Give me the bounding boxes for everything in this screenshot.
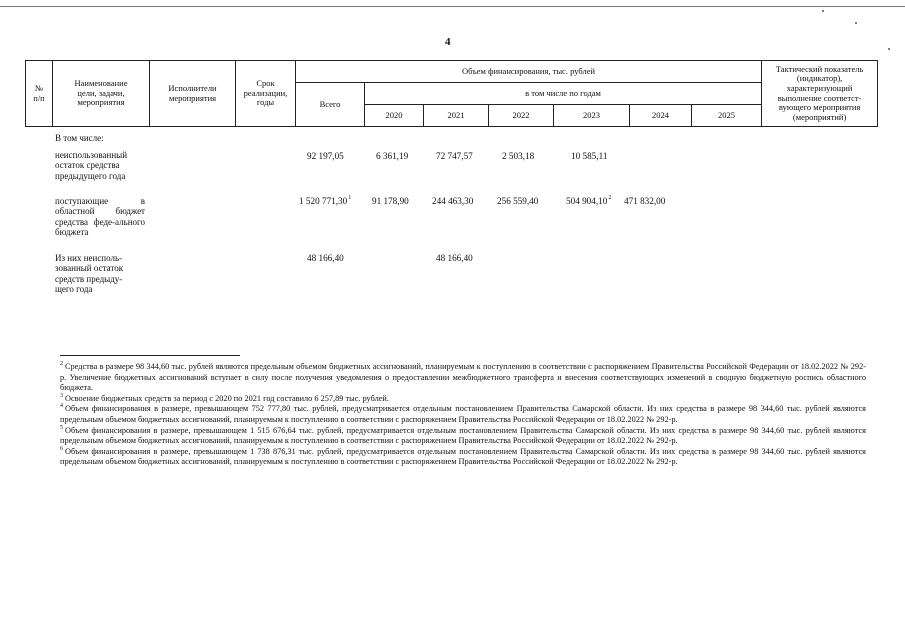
row-name: Из них неисполь- зованный остаток средств предыду- щего года [55,253,124,295]
cell-2020: 91 178,90 [372,196,409,206]
scan-top-edge [0,6,905,7]
row-name: неиспользованный остаток средства предыдущего года [55,150,128,181]
page-number: 4 [445,36,451,48]
header-indicator: Тактический показатель (индикатор), характеризующий выполнение соответст- вующего мероприятия (мероприятий) [762,61,878,127]
footnote: $^2$ Средства в размере 98 344,60 тыс. рублей являются предельным объемом бюджетных ассигнований, планируемым к поступлению в соответствии с распоряжением Правительства Российской Федерации от 18.02.2022 № 292-р. Увеличение бюджетных ассигнований вступает в силу после получения уведомления о предоставлении межбюджетного трансферта и внесения соответствующих изменений в сводную бюджетную роспись областного бюджета. [60,361,866,393]
cell-2022: 256 559,40 [497,196,539,206]
cell-2021: 244 463,30 [432,196,474,206]
header-num: № п/п [26,61,53,127]
cell-2023: 10 585,11 [571,151,608,161]
cell-2021: 48 166,40 [436,253,473,263]
row-name: поступающие в областной бюджет средства феде-ального бюджета [55,196,145,238]
cell-2020: 6 361,19 [376,151,409,161]
header-name: Наименование цели, задачи, мероприятия [53,61,150,127]
footnote: $^5$ Объем финансирования в размере, превышающем 1 515 676,64 тыс. рублей, предусматривается отдельным постановлением Правительства Самарской области. Из них средства в размере 98 344,60 тыс. рублей являются предельным объемом бюджетных ассигнований, планируемым к поступлению в соответствии с распоряжением Правительства Российской Федерации от 18.02.2022 № 292-р. [60,424,866,446]
financing-table-header [25,60,878,127]
header-executors: Исполнители мероприятия [150,61,236,127]
header-year: 2023 [554,105,630,127]
footnote-separator [60,355,240,356]
scan-speck [888,48,890,50]
footnote: $^4$ Объем финансирования в размере, превышающем 752 777,80 тыс. рублей, предусматривается отдельным постановлением Правительства Самарской области. Из них средства в размере 98 344,60 тыс. рублей являются предельным объемом бюджетных ассигнований, планируемым к поступлению в соответствии с распоряжением Правительства Российской Федерации от 18.02.2022 № 292-р. [60,403,866,425]
row-name: В том числе: [55,133,104,143]
header-by-years: в том числе по годам [365,83,762,105]
cell-2023: 504 904,10$^2$ [566,195,612,206]
cell-2021: 72 747,57 [436,151,473,161]
footnote: $^3$ Освоение бюджетных средств за период с 2020 по 2021 год составило 6 257,89 тыс. рублей. [60,392,389,403]
header-year: 2020 [365,105,424,127]
header-total: Всего [296,83,365,127]
scan-speck [855,22,857,24]
cell-total: 48 166,40 [307,253,344,263]
header-year: 2024 [630,105,692,127]
header-year: 2025 [692,105,762,127]
footnote: $^6$ Объем финансирования в размере, превышающем 1 738 876,31 тыс. рублей, предусматривается отдельным постановлением Правительства Самарской области. Из них средства в размере 98 344,60 тыс. рублей являются предельным объемом бюджетных ассигнований, планируемым к поступлению в соответствии с распоряжением Правительства Российской Федерации от 18.02.2022 № 292-р. [60,445,866,467]
footnotes [60,362,866,468]
cell-total: 1 520 771,30$^1$ [299,195,352,206]
header-term: Срок реализации, годы [236,61,296,127]
scan-speck [822,10,824,12]
cell-2022: 2 503,18 [502,151,535,161]
header-year: 2022 [489,105,554,127]
cell-total: 92 197,05 [307,151,344,161]
header-financing: Объем финансирования, тыс. рублей [296,61,762,83]
header-year: 2021 [424,105,489,127]
cell-2024: 471 832,00 [624,196,666,206]
